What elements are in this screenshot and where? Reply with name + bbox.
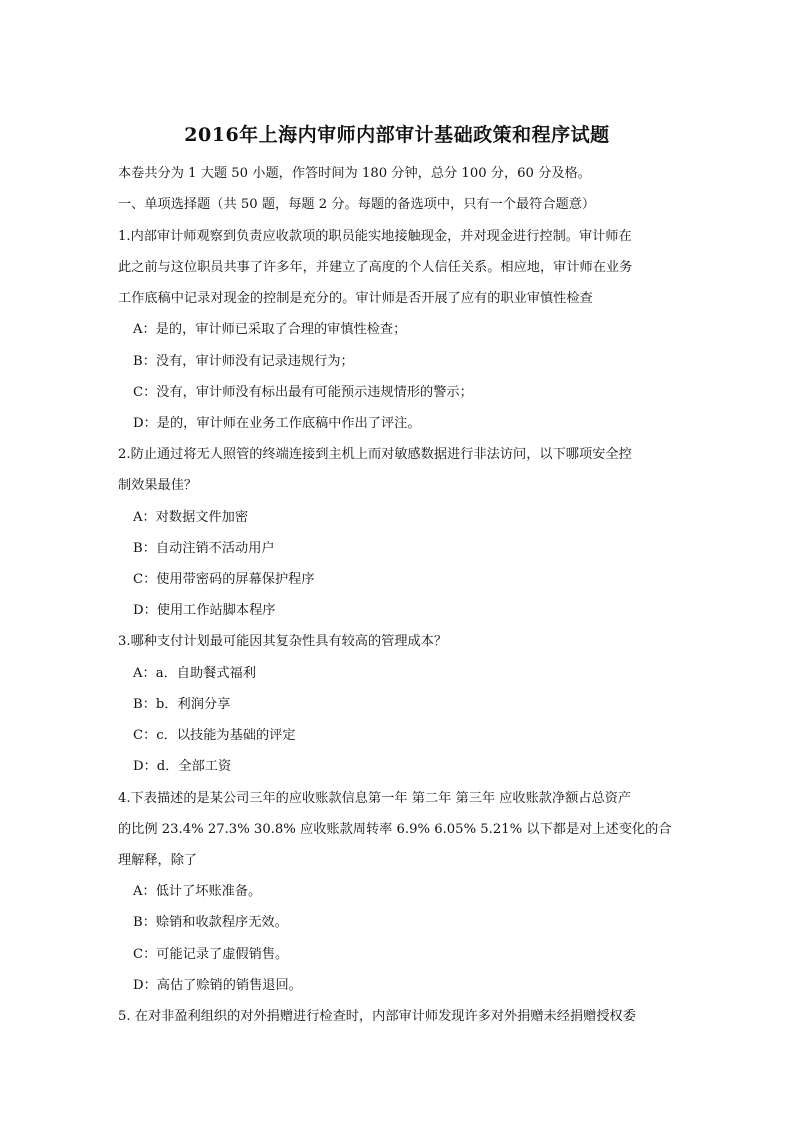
question-4-option-b: B：赊销和收款程序无效。 [133,915,288,930]
question-4-line-3: 理解释，除了 [118,853,198,868]
question-5-line-1: 5. 在对非盈利组织的对外捐赠进行检查时，内部审计师发现许多对外捐赠未经捐赠授权委 [118,1009,636,1024]
question-2-option-d: D：使用工作站脚本程序 [133,603,276,618]
page-title: 2016年上海内审师内部审计基础政策和程序试题 [184,124,610,146]
question-4-option-c: C：可能记录了虚假销售。 [133,947,289,962]
question-4-option-d: D：高估了赊销的销售退回。 [133,978,302,993]
intro-text: 本卷共分为 1 大题 50 小题，作答时间为 180 分钟，总分 100 分，60 分及格。 [118,166,591,181]
question-3-option-c: C：c．以技能为基础的评定 [133,728,296,743]
question-1-option-d: D：是的，审计师在业务工作底稿中作出了评注。 [133,416,421,431]
question-1-option-c: C：没有，审计师没有标出最有可能预示违规情形的警示； [133,385,473,400]
question-2-option-a: A：对数据文件加密 [133,510,249,525]
question-3-option-b: B：b．利润分享 [133,697,231,712]
question-2-option-b: B：自动注销不活动用户 [133,541,275,556]
question-1-option-a: A：是的，审计师已采取了合理的审慎性检查； [133,322,407,337]
question-4-line-1: 4.下表描述的是某公司三年的应收账款信息第一年 第二年 第三年 应收账款净额占总资产 [118,791,632,806]
question-3-line-1: 3.哪种支付计划最可能因其复杂性具有较高的管理成本？ [118,634,448,649]
question-4-option-a: A：低计了坏账准备。 [133,884,262,899]
section-heading: 一、单项选择题（共 50 题，每题 2 分。每题的备选项中，只有一个最符合题意） [118,197,596,212]
question-3-option-a: A：a．自助餐式福利 [133,666,256,681]
question-2-line-1: 2.防止通过将无人照管的终端连接到主机上而对敏感数据进行非法访问，以下哪项安全控 [118,447,632,462]
question-1-line-1: 1.内部审计师观察到负责应收款项的职员能实地接触现金，并对现金进行控制。审计师在 [118,229,632,244]
question-2-option-c: C：使用带密码的屏幕保护程序 [133,572,315,587]
question-4-line-2: 的比例 23.4% 27.3% 30.8% 应收账款周转率 6.9% 6.05% 5.21% 以下都是对上述变化的合 [118,822,672,837]
question-3-option-d: D：d．全部工资 [133,759,232,774]
question-2-line-2: 制效果最佳？ [118,478,198,493]
question-1-line-3: 工作底稿中记录对现金的控制是充分的。审计师是否开展了应有的职业审慎性检查 [118,291,593,306]
question-1-line-2: 此之前与这位职员共事了许多年，并建立了高度的个人信任关系。相应地，审计师在业务 [118,260,633,275]
question-1-option-b: B：没有，审计师没有记录违规行为； [133,354,354,369]
